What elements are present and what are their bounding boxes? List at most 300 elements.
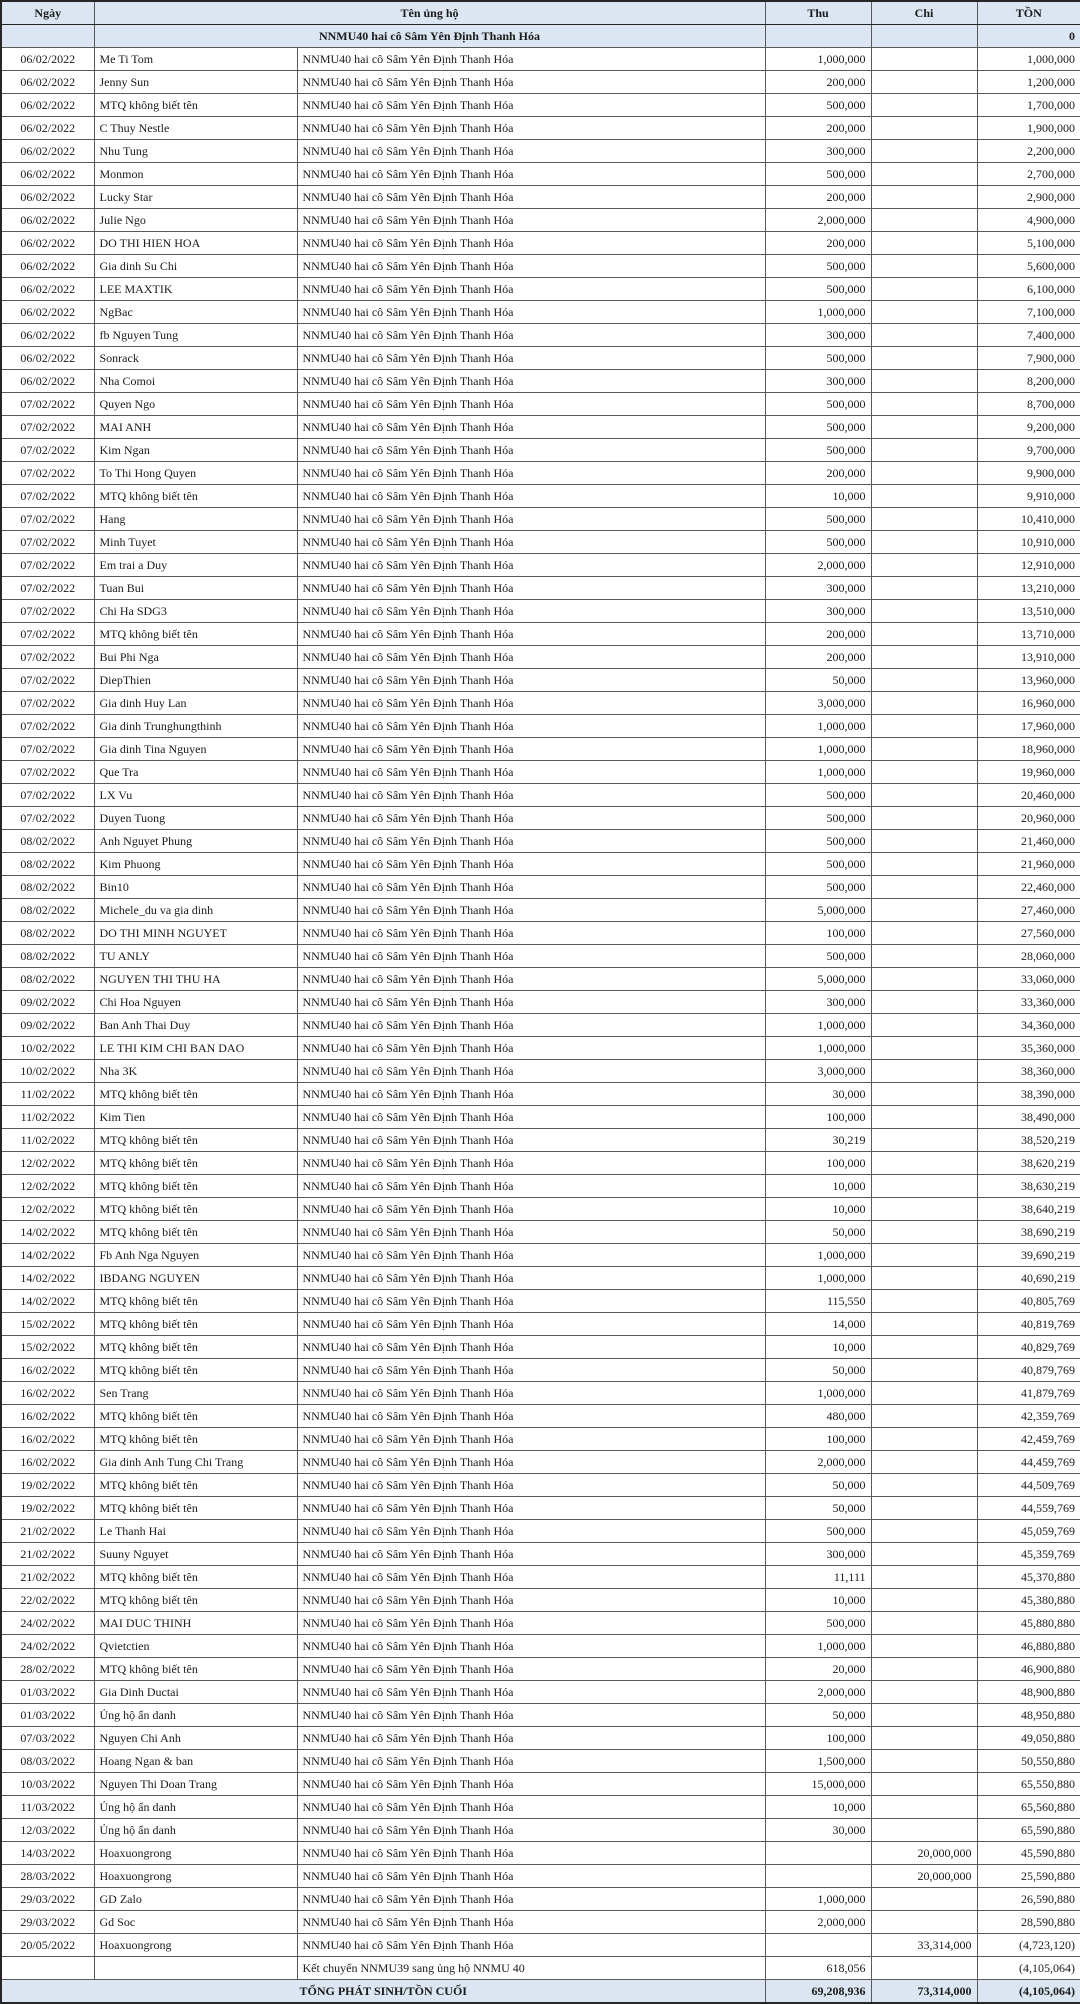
chi-cell	[871, 439, 977, 462]
thu-cell: 50,000	[765, 1474, 871, 1497]
table-row	[1, 669, 1080, 692]
donor-cell: Kim Tien	[94, 1106, 297, 1129]
thu-cell: 10,000	[765, 1589, 871, 1612]
date-cell: 08/02/2022	[1, 830, 94, 853]
donor-cell: Anh Nguyet Phung	[94, 830, 297, 853]
donor-cell: Sen Trang	[94, 1382, 297, 1405]
date-cell: 06/02/2022	[1, 324, 94, 347]
note-cell: NNMU40 hai cô Sâm Yên Định Thanh Hóa	[297, 1520, 765, 1543]
balance-cell: 46,900,880	[977, 1658, 1080, 1681]
chi-cell	[871, 991, 977, 1014]
date-cell: 16/02/2022	[1, 1451, 94, 1474]
note-cell: NNMU40 hai cô Sâm Yên Định Thanh Hóa	[297, 1037, 765, 1060]
thu-cell: 300,000	[765, 577, 871, 600]
donor-cell: Duyen Tuong	[94, 807, 297, 830]
table-row	[1, 370, 1080, 393]
donor-cell: MAI ANH	[94, 416, 297, 439]
donor-cell: MTQ không biết tên	[94, 1198, 297, 1221]
thu-cell: 2,000,000	[765, 1451, 871, 1474]
chi-cell	[871, 945, 977, 968]
balance-cell: 38,620,219	[977, 1152, 1080, 1175]
table-row	[1, 1382, 1080, 1405]
date-cell: 07/02/2022	[1, 462, 94, 485]
thu-cell: 2,000,000	[765, 1681, 871, 1704]
thu-cell: 10,000	[765, 1796, 871, 1819]
note-cell: NNMU40 hai cô Sâm Yên Định Thanh Hóa	[297, 1842, 765, 1865]
balance-cell: 45,370,880	[977, 1566, 1080, 1589]
note-cell: NNMU40 hai cô Sâm Yên Định Thanh Hóa	[297, 853, 765, 876]
table-row	[1, 807, 1080, 830]
balance-cell: 45,380,880	[977, 1589, 1080, 1612]
table-row	[1, 1635, 1080, 1658]
date-cell: 06/02/2022	[1, 232, 94, 255]
note-cell: NNMU40 hai cô Sâm Yên Định Thanh Hóa	[297, 577, 765, 600]
balance-cell: 12,910,000	[977, 554, 1080, 577]
chi-cell: 20,000,000	[871, 1842, 977, 1865]
donor-cell: LEE MAXTIK	[94, 278, 297, 301]
balance-cell: 5,600,000	[977, 255, 1080, 278]
table-row	[1, 1060, 1080, 1083]
donor-cell: MTQ không biết tên	[94, 485, 297, 508]
thu-cell: 500,000	[765, 439, 871, 462]
date-cell: 29/03/2022	[1, 1911, 94, 1934]
thu-cell: 1,000,000	[765, 48, 871, 71]
chi-cell	[871, 1543, 977, 1566]
date-cell: 01/03/2022	[1, 1681, 94, 1704]
date-cell	[1, 1957, 94, 1980]
balance-cell: 44,559,769	[977, 1497, 1080, 1520]
chi-cell	[871, 784, 977, 807]
date-cell: 07/02/2022	[1, 738, 94, 761]
date-cell: 16/02/2022	[1, 1428, 94, 1451]
table-row	[1, 1106, 1080, 1129]
column-header-name: Tên ủng hộ	[94, 1, 765, 25]
donor-cell: Que Tra	[94, 761, 297, 784]
thu-cell: 50,000	[765, 1359, 871, 1382]
note-cell: NNMU40 hai cô Sâm Yên Định Thanh Hóa	[297, 1405, 765, 1428]
table-row	[1, 1244, 1080, 1267]
date-cell: 14/02/2022	[1, 1290, 94, 1313]
table-row	[1, 416, 1080, 439]
table-row	[1, 1888, 1080, 1911]
note-cell: NNMU40 hai cô Sâm Yên Định Thanh Hóa	[297, 1083, 765, 1106]
balance-cell: 42,459,769	[977, 1428, 1080, 1451]
note-cell: NNMU40 hai cô Sâm Yên Định Thanh Hóa	[297, 1658, 765, 1681]
chi-cell	[871, 1635, 977, 1658]
thu-cell: 11,111	[765, 1566, 871, 1589]
table-row	[1, 1221, 1080, 1244]
balance-cell: 27,560,000	[977, 922, 1080, 945]
table-row	[1, 1336, 1080, 1359]
note-cell: NNMU40 hai cô Sâm Yên Định Thanh Hóa	[297, 715, 765, 738]
date-cell: 24/02/2022	[1, 1612, 94, 1635]
note-cell: NNMU40 hai cô Sâm Yên Định Thanh Hóa	[297, 1313, 765, 1336]
chi-cell	[871, 1083, 977, 1106]
date-cell: 12/03/2022	[1, 1819, 94, 1842]
donor-cell: MTQ không biết tên	[94, 1405, 297, 1428]
date-cell: 07/02/2022	[1, 600, 94, 623]
donor-cell: NgBac	[94, 301, 297, 324]
table-row	[1, 1428, 1080, 1451]
thu-cell: 500,000	[765, 807, 871, 830]
totals-chi: 73,314,000	[871, 1980, 977, 2004]
thu-cell: 500,000	[765, 508, 871, 531]
chi-cell	[871, 1267, 977, 1290]
thu-cell: 10,000	[765, 1198, 871, 1221]
table-row	[1, 715, 1080, 738]
donor-cell: GD Zalo	[94, 1888, 297, 1911]
balance-cell: 5,100,000	[977, 232, 1080, 255]
donor-cell: Qvietctien	[94, 1635, 297, 1658]
donor-cell: Bui Phi Nga	[94, 646, 297, 669]
thu-cell: 500,000	[765, 830, 871, 853]
thu-cell: 500,000	[765, 416, 871, 439]
note-cell: NNMU40 hai cô Sâm Yên Định Thanh Hóa	[297, 669, 765, 692]
donor-cell: MTQ không biết tên	[94, 1129, 297, 1152]
balance-cell: 13,210,000	[977, 577, 1080, 600]
date-cell: 07/02/2022	[1, 531, 94, 554]
balance-cell: 38,360,000	[977, 1060, 1080, 1083]
date-cell: 06/02/2022	[1, 186, 94, 209]
chi-cell	[871, 347, 977, 370]
date-cell: 28/03/2022	[1, 1865, 94, 1888]
note-cell: NNMU40 hai cô Sâm Yên Định Thanh Hóa	[297, 1014, 765, 1037]
balance-cell: 21,460,000	[977, 830, 1080, 853]
chi-cell	[871, 922, 977, 945]
thu-cell: 1,000,000	[765, 1635, 871, 1658]
date-cell: 15/02/2022	[1, 1313, 94, 1336]
note-cell: NNMU40 hai cô Sâm Yên Định Thanh Hóa	[297, 324, 765, 347]
note-cell: NNMU40 hai cô Sâm Yên Định Thanh Hóa	[297, 1497, 765, 1520]
note-cell: NNMU40 hai cô Sâm Yên Định Thanh Hóa	[297, 278, 765, 301]
donor-cell: Hoaxuongrong	[94, 1934, 297, 1957]
table-row	[1, 163, 1080, 186]
note-cell: NNMU40 hai cô Sâm Yên Định Thanh Hóa	[297, 1451, 765, 1474]
balance-cell: 44,509,769	[977, 1474, 1080, 1497]
table-row	[1, 1497, 1080, 1520]
donor-cell: Ban Anh Thai Duy	[94, 1014, 297, 1037]
date-cell: 21/02/2022	[1, 1520, 94, 1543]
table-row	[1, 140, 1080, 163]
note-cell: NNMU40 hai cô Sâm Yên Định Thanh Hóa	[297, 508, 765, 531]
note-cell: NNMU40 hai cô Sâm Yên Định Thanh Hóa	[297, 807, 765, 830]
note-cell: NNMU40 hai cô Sâm Yên Định Thanh Hóa	[297, 1681, 765, 1704]
thu-cell: 300,000	[765, 140, 871, 163]
chi-cell	[871, 1290, 977, 1313]
balance-cell: 1,200,000	[977, 71, 1080, 94]
note-cell: NNMU40 hai cô Sâm Yên Định Thanh Hóa	[297, 301, 765, 324]
balance-cell: 40,879,769	[977, 1359, 1080, 1382]
note-cell: NNMU40 hai cô Sâm Yên Định Thanh Hóa	[297, 1911, 765, 1934]
note-cell: NNMU40 hai cô Sâm Yên Định Thanh Hóa	[297, 1819, 765, 1842]
balance-cell: 9,200,000	[977, 416, 1080, 439]
note-cell: NNMU40 hai cô Sâm Yên Định Thanh Hóa	[297, 370, 765, 393]
table-row	[1, 232, 1080, 255]
date-cell: 21/02/2022	[1, 1543, 94, 1566]
balance-cell: 39,690,219	[977, 1244, 1080, 1267]
donor-cell: Hoaxuongrong	[94, 1865, 297, 1888]
chi-cell	[871, 1704, 977, 1727]
campaign-chi-cell	[871, 25, 977, 48]
date-cell: 06/02/2022	[1, 48, 94, 71]
note-cell: NNMU40 hai cô Sâm Yên Định Thanh Hóa	[297, 1382, 765, 1405]
thu-cell: 100,000	[765, 922, 871, 945]
balance-cell: 50,550,880	[977, 1750, 1080, 1773]
balance-cell: 34,360,000	[977, 1014, 1080, 1037]
date-cell: 07/02/2022	[1, 807, 94, 830]
chi-cell	[871, 1382, 977, 1405]
chi-cell	[871, 738, 977, 761]
table-row	[1, 600, 1080, 623]
donor-cell: Sonrack	[94, 347, 297, 370]
note-cell: NNMU40 hai cô Sâm Yên Định Thanh Hóa	[297, 1267, 765, 1290]
balance-cell: 7,900,000	[977, 347, 1080, 370]
donor-cell: MTQ không biết tên	[94, 1497, 297, 1520]
campaign-date-cell	[1, 25, 94, 48]
thu-cell: 300,000	[765, 370, 871, 393]
chi-cell	[871, 324, 977, 347]
donor-cell: MTQ không biết tên	[94, 1336, 297, 1359]
thu-cell: 1,000,000	[765, 761, 871, 784]
chi-cell	[871, 94, 977, 117]
chi-cell	[871, 163, 977, 186]
donor-cell: MTQ không biết tên	[94, 1083, 297, 1106]
chi-cell	[871, 623, 977, 646]
thu-cell: 1,000,000	[765, 301, 871, 324]
table-row	[1, 554, 1080, 577]
thu-cell: 500,000	[765, 278, 871, 301]
chi-cell	[871, 1566, 977, 1589]
date-cell: 08/02/2022	[1, 876, 94, 899]
note-cell: NNMU40 hai cô Sâm Yên Định Thanh Hóa	[297, 1359, 765, 1382]
donor-cell: Michele_du va gia dinh	[94, 899, 297, 922]
note-cell: NNMU40 hai cô Sâm Yên Định Thanh Hóa	[297, 600, 765, 623]
chi-cell	[871, 1106, 977, 1129]
balance-cell: 65,550,880	[977, 1773, 1080, 1796]
date-cell: 06/02/2022	[1, 71, 94, 94]
date-cell: 19/02/2022	[1, 1497, 94, 1520]
thu-cell: 300,000	[765, 991, 871, 1014]
chi-cell	[871, 600, 977, 623]
date-cell: 07/02/2022	[1, 669, 94, 692]
thu-cell: 3,000,000	[765, 1060, 871, 1083]
chi-cell	[871, 692, 977, 715]
table-row	[1, 623, 1080, 646]
balance-cell: 45,880,880	[977, 1612, 1080, 1635]
thu-cell: 3,000,000	[765, 692, 871, 715]
date-cell: 07/02/2022	[1, 761, 94, 784]
totals-label: TỔNG PHÁT SINH/TỒN CUỐI	[1, 1980, 765, 2004]
balance-cell: 20,960,000	[977, 807, 1080, 830]
donor-cell: Kim Phuong	[94, 853, 297, 876]
date-cell: 21/02/2022	[1, 1566, 94, 1589]
thu-cell: 50,000	[765, 1221, 871, 1244]
table-row	[1, 945, 1080, 968]
donor-cell: Julie Ngo	[94, 209, 297, 232]
note-cell: NNMU40 hai cô Sâm Yên Định Thanh Hóa	[297, 692, 765, 715]
thu-cell: 500,000	[765, 853, 871, 876]
note-cell: NNMU40 hai cô Sâm Yên Định Thanh Hóa	[297, 485, 765, 508]
donor-cell: MTQ không biết tên	[94, 1589, 297, 1612]
date-cell: 12/02/2022	[1, 1152, 94, 1175]
thu-cell: 200,000	[765, 462, 871, 485]
table-row	[1, 1911, 1080, 1934]
balance-cell: 10,910,000	[977, 531, 1080, 554]
date-cell: 07/02/2022	[1, 485, 94, 508]
totals-ton: (4,105,064)	[977, 1980, 1080, 2004]
donor-cell: Gia Dinh Ductai	[94, 1681, 297, 1704]
note-cell: NNMU40 hai cô Sâm Yên Định Thanh Hóa	[297, 186, 765, 209]
thu-cell: 2,000,000	[765, 554, 871, 577]
thu-cell: 500,000	[765, 163, 871, 186]
thu-cell: 480,000	[765, 1405, 871, 1428]
date-cell: 06/02/2022	[1, 140, 94, 163]
chi-cell	[871, 1014, 977, 1037]
chi-cell	[871, 1451, 977, 1474]
balance-cell: 2,200,000	[977, 140, 1080, 163]
note-cell: NNMU40 hai cô Sâm Yên Định Thanh Hóa	[297, 899, 765, 922]
balance-cell: 28,590,880	[977, 1911, 1080, 1934]
thu-cell	[765, 1865, 871, 1888]
column-header-ton: TỒN	[977, 1, 1080, 25]
thu-cell: 618,056	[765, 1957, 871, 1980]
thu-cell: 100,000	[765, 1152, 871, 1175]
chi-cell	[871, 301, 977, 324]
chi-cell	[871, 761, 977, 784]
thu-cell: 10,000	[765, 1336, 871, 1359]
donor-cell: fb Nguyen Tung	[94, 324, 297, 347]
table-row	[1, 1681, 1080, 1704]
thu-cell: 1,500,000	[765, 1750, 871, 1773]
note-cell: NNMU40 hai cô Sâm Yên Định Thanh Hóa	[297, 163, 765, 186]
donor-cell: Kim Ngan	[94, 439, 297, 462]
column-header-thu: Thu	[765, 1, 871, 25]
note-cell: NNMU40 hai cô Sâm Yên Định Thanh Hóa	[297, 1612, 765, 1635]
donor-cell: Bin10	[94, 876, 297, 899]
date-cell: 24/02/2022	[1, 1635, 94, 1658]
note-cell: NNMU40 hai cô Sâm Yên Định Thanh Hóa	[297, 1773, 765, 1796]
donor-cell: DiepThien	[94, 669, 297, 692]
date-cell: 28/02/2022	[1, 1658, 94, 1681]
table-row	[1, 1612, 1080, 1635]
chi-cell	[871, 1474, 977, 1497]
thu-cell: 1,000,000	[765, 1382, 871, 1405]
note-cell: NNMU40 hai cô Sâm Yên Định Thanh Hóa	[297, 991, 765, 1014]
note-cell: NNMU40 hai cô Sâm Yên Định Thanh Hóa	[297, 876, 765, 899]
table-row	[1, 1037, 1080, 1060]
chi-cell	[871, 255, 977, 278]
donor-cell: Nhu Tung	[94, 140, 297, 163]
date-cell: 06/02/2022	[1, 278, 94, 301]
date-cell: 14/03/2022	[1, 1842, 94, 1865]
balance-cell: 49,050,880	[977, 1727, 1080, 1750]
thu-cell: 1,000,000	[765, 1244, 871, 1267]
table-row	[1, 117, 1080, 140]
thu-cell: 200,000	[765, 646, 871, 669]
balance-cell: 38,390,000	[977, 1083, 1080, 1106]
note-cell: NNMU40 hai cô Sâm Yên Định Thanh Hóa	[297, 968, 765, 991]
note-cell: NNMU40 hai cô Sâm Yên Định Thanh Hóa	[297, 1704, 765, 1727]
balance-cell: 6,100,000	[977, 278, 1080, 301]
donor-cell: Lucky Star	[94, 186, 297, 209]
donor-cell: NGUYEN THI THU HA	[94, 968, 297, 991]
date-cell: 08/02/2022	[1, 968, 94, 991]
date-cell: 06/02/2022	[1, 255, 94, 278]
note-cell: NNMU40 hai cô Sâm Yên Định Thanh Hóa	[297, 738, 765, 761]
balance-cell: 38,630,219	[977, 1175, 1080, 1198]
table-row	[1, 1313, 1080, 1336]
date-cell: 08/02/2022	[1, 922, 94, 945]
date-cell: 07/02/2022	[1, 439, 94, 462]
note-cell: NNMU40 hai cô Sâm Yên Định Thanh Hóa	[297, 761, 765, 784]
donor-cell: Ủng hộ ẩn danh	[94, 1704, 297, 1727]
date-cell: 16/02/2022	[1, 1382, 94, 1405]
donor-cell: Nha Comoi	[94, 370, 297, 393]
table-row	[1, 1520, 1080, 1543]
donation-table-body	[1, 48, 1080, 1980]
thu-cell: 500,000	[765, 784, 871, 807]
note-cell: NNMU40 hai cô Sâm Yên Định Thanh Hóa	[297, 1244, 765, 1267]
balance-cell: 13,910,000	[977, 646, 1080, 669]
table-row	[1, 1589, 1080, 1612]
note-cell: NNMU40 hai cô Sâm Yên Định Thanh Hóa	[297, 1934, 765, 1957]
balance-cell: 9,900,000	[977, 462, 1080, 485]
note-cell: NNMU40 hai cô Sâm Yên Định Thanh Hóa	[297, 48, 765, 71]
thu-cell: 300,000	[765, 1543, 871, 1566]
table-row	[1, 1819, 1080, 1842]
balance-cell: 9,910,000	[977, 485, 1080, 508]
balance-cell: 38,640,219	[977, 1198, 1080, 1221]
table-row	[1, 1543, 1080, 1566]
donor-cell: Minh Tuyet	[94, 531, 297, 554]
table-row	[1, 186, 1080, 209]
date-cell: 07/02/2022	[1, 554, 94, 577]
note-cell: NNMU40 hai cô Sâm Yên Định Thanh Hóa	[297, 646, 765, 669]
thu-cell: 100,000	[765, 1106, 871, 1129]
thu-cell: 200,000	[765, 232, 871, 255]
date-cell: 06/02/2022	[1, 163, 94, 186]
date-cell: 07/02/2022	[1, 577, 94, 600]
chi-cell	[871, 669, 977, 692]
date-cell: 06/02/2022	[1, 209, 94, 232]
donor-cell: Monmon	[94, 163, 297, 186]
balance-cell: 1,700,000	[977, 94, 1080, 117]
chi-cell	[871, 1129, 977, 1152]
totals-row	[1, 1980, 1080, 2004]
thu-cell: 500,000	[765, 393, 871, 416]
donor-cell: Chi Ha SDG3	[94, 600, 297, 623]
date-cell: 08/02/2022	[1, 899, 94, 922]
chi-cell	[871, 1497, 977, 1520]
chi-cell	[871, 278, 977, 301]
table-row	[1, 94, 1080, 117]
totals-thu: 69,208,936	[765, 1980, 871, 2004]
chi-cell	[871, 646, 977, 669]
balance-cell: 2,900,000	[977, 186, 1080, 209]
table-row	[1, 1175, 1080, 1198]
balance-cell: 38,690,219	[977, 1221, 1080, 1244]
balance-cell: 48,900,880	[977, 1681, 1080, 1704]
table-row	[1, 301, 1080, 324]
thu-cell: 1,000,000	[765, 1037, 871, 1060]
balance-cell: 46,880,880	[977, 1635, 1080, 1658]
table-row	[1, 531, 1080, 554]
table-row	[1, 48, 1080, 71]
balance-cell: 7,100,000	[977, 301, 1080, 324]
balance-cell: 65,560,880	[977, 1796, 1080, 1819]
donor-cell: MTQ không biết tên	[94, 94, 297, 117]
date-cell: 07/02/2022	[1, 715, 94, 738]
